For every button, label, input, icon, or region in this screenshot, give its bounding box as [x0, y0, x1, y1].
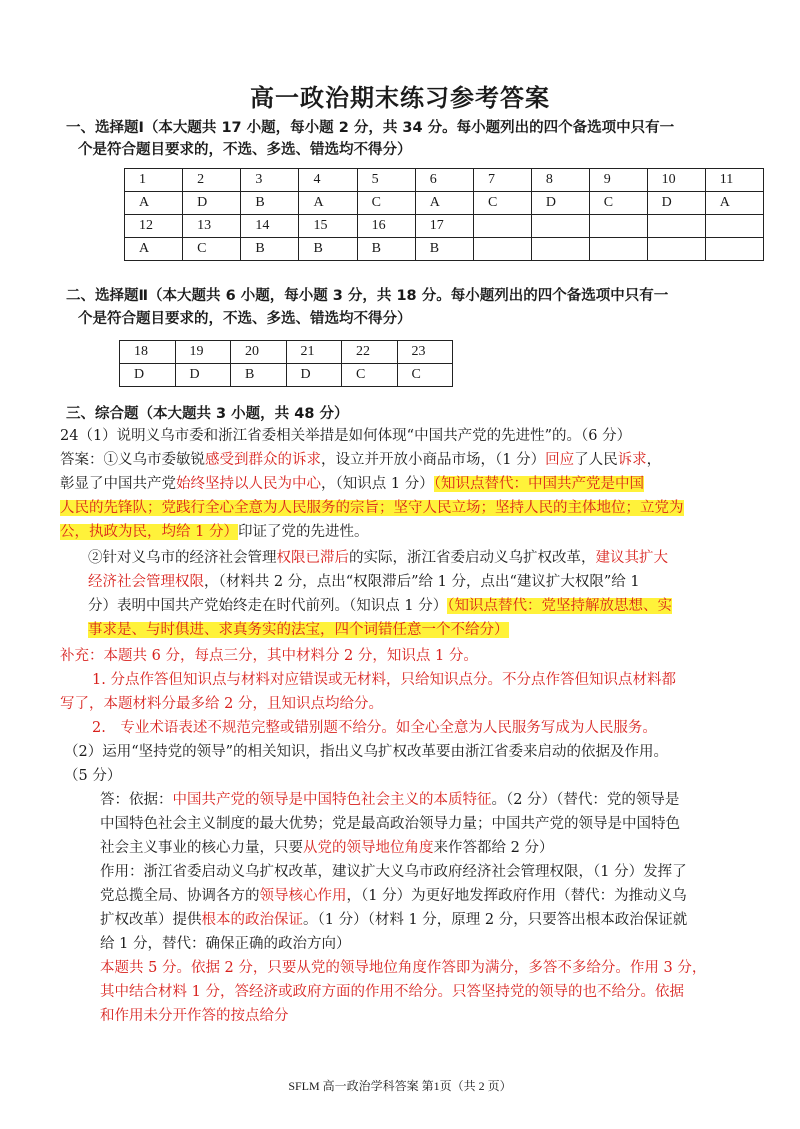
answer1-line8 [88, 620, 768, 640]
table-cell: C [473, 192, 531, 215]
answer1-line1 [60, 450, 740, 470]
table-cell [647, 215, 705, 238]
answer-keyword: 中国共产党的领导是中国特色社会主义的本质特征 [172, 792, 492, 808]
table-cell: 16 [357, 215, 415, 238]
table-cell: D [647, 192, 705, 215]
answer2-line1 [100, 790, 780, 810]
answer2-line4: 作用：浙江省委启动义乌扩权改革，建议扩大义乌市政府经济社会管理权限，（1 分）发挥了 [100, 864, 687, 880]
section1-heading-line2: 个是符合题目要求的，不选、多选、错选均不得分） [78, 142, 412, 158]
answer-text: 党总揽全局、协调各方的 [100, 888, 260, 904]
table-cell: D [183, 192, 241, 215]
page-title: 高一政治期末练习参考答案 [250, 84, 550, 112]
answer2-note-line3: 和作用未分开作答的按点给分 [100, 1008, 289, 1024]
table-cell: C [589, 192, 647, 215]
question-24-1: 24（1）说明义乌市委和浙江省委相关举措是如何体现“中国共产党的先进性”的。（6 分） [60, 428, 632, 444]
table-cell [705, 238, 763, 261]
table-row [120, 364, 453, 387]
answer-text: ，（知识点 1 分） [321, 476, 434, 492]
table-cell: C [357, 192, 415, 215]
answer-text: 社会主义事业的核心力量，只要 [100, 840, 303, 856]
table-cell [473, 238, 531, 261]
answer1-line7 [88, 596, 768, 616]
answer-text: 的实际，浙江省委启动义乌扩权改革， [349, 550, 596, 566]
answer-keyword: 根本的政治保证 [201, 912, 303, 928]
table-cell: 14 [241, 215, 299, 238]
table-cell: B [241, 238, 299, 261]
table-cell: A [705, 192, 763, 215]
highlighted-alternative: （知识点替代：党坚持解放思想、实 [447, 598, 672, 614]
question-24-2-line2: （5 分） [64, 768, 122, 784]
table-cell: 21 [286, 341, 342, 364]
highlighted-alternative: 人民的先锋队；党践行全心全意为人民服务的宗旨；坚守人民立场；坚持人民的主体地位；立党为 [60, 500, 684, 516]
table-cell: 20 [231, 341, 287, 364]
table-cell: 12 [125, 215, 183, 238]
answer2-line3 [100, 838, 780, 858]
table-cell: 6 [415, 169, 473, 192]
section3-heading: 三、综合题（本大题共 3 小题，共 48 分） [66, 406, 349, 422]
table-row [120, 341, 453, 364]
table-cell: D [286, 364, 342, 387]
answer2-line7: 给 1 分，替代：确保正确的政治方向） [100, 936, 351, 952]
answer1-line6 [88, 572, 768, 592]
question-24-2-line1: （2）运用“坚持党的领导”的相关知识，指出义乌扩权改革要由浙江省委来启动的依据及作用。 [64, 744, 669, 760]
table-cell: 2 [183, 169, 241, 192]
answer-keyword: 始终坚持以人民为中心 [176, 476, 321, 492]
answer-keyword: 诉求 [617, 452, 647, 468]
table-cell: C [397, 364, 453, 387]
answer-text: 印证了党的先进性。 [237, 524, 369, 540]
answer-text: 分）表明中国共产党始终走在时代前列。（知识点 1 分） [88, 598, 448, 614]
answer1-line3 [60, 498, 740, 518]
table-cell: 18 [120, 341, 176, 364]
answer-text: 答：依据： [100, 792, 173, 808]
table-cell: 17 [415, 215, 473, 238]
table-cell [647, 238, 705, 261]
supplement-line1: 补充：本题共 6 分，每点三分，其中材料分 2 分，知识点 1 分。 [60, 648, 478, 664]
page-footer: SFLM 高一政治学科答案 第1页（共 2 页） [288, 1079, 512, 1093]
answer-keyword: 回应 [545, 452, 575, 468]
table-cell [531, 215, 589, 238]
section1-heading-line1: 一、选择题Ⅰ（本大题共 17 小题，每小题 2 分，共 34 分。每小题列出的四个备选项中只有一 [66, 120, 675, 136]
answer2-note-line1: 本题共 5 分。依据 2 分，只要从党的领导地位角度作答即为满分，多答不多给分。作用 3 分， [100, 960, 707, 976]
table-cell: 3 [241, 169, 299, 192]
table-cell: B [241, 192, 299, 215]
answer-text: ，（1 分）为更好地发挥政府作用（替代：为推动义乌 [346, 888, 687, 904]
answer-text: 了人民 [574, 452, 618, 468]
table-cell: D [120, 364, 176, 387]
table-cell: D [531, 192, 589, 215]
table-row [125, 215, 764, 238]
table-cell: 5 [357, 169, 415, 192]
table-cell: 13 [183, 215, 241, 238]
table-cell [473, 215, 531, 238]
table-row [125, 238, 764, 261]
table-cell: 7 [473, 169, 531, 192]
table-cell: 15 [299, 215, 357, 238]
table-cell: 8 [531, 169, 589, 192]
answer-text: 扩权改革）提供 [100, 912, 202, 928]
highlighted-alternative: 事求是、与时俱进、求真务实的法宝，四个词错任意一个不给分） [88, 622, 509, 638]
table-cell: B [357, 238, 415, 261]
supplement-line3: 写了，本题材料分最多给 2 分，且知识点均给分。 [60, 696, 383, 712]
supplement-line4: 2. 专业术语表述不规范完整或错别题不给分。如全心全意为人民服务写成为人民服务。 [92, 720, 657, 736]
table-cell: 1 [125, 169, 183, 192]
table-cell: A [415, 192, 473, 215]
answer-text: ，设立并开放小商品市场，（1 分） [321, 452, 546, 468]
table-cell: C [183, 238, 241, 261]
answer-text: ②针对义乌市的经济社会管理 [88, 550, 277, 566]
answer-text: 彰显了中国共产党 [60, 476, 176, 492]
table-row [125, 192, 764, 215]
table-row [125, 169, 764, 192]
section1-answer-table [124, 168, 764, 261]
answer-keyword: 感受到群众的诉求 [205, 452, 321, 468]
table-cell: B [231, 364, 287, 387]
table-cell: A [299, 192, 357, 215]
answer-keyword: 经济社会管理权限 [88, 574, 204, 590]
section2-answer-table [119, 340, 453, 387]
answer1-line2 [60, 474, 740, 494]
answer-text: ， [646, 452, 662, 468]
section2-heading-line1: 二、选择题Ⅱ（本大题共 6 小题，每小题 3 分，共 18 分。每小题列出的四个备选项中只有一 [66, 288, 669, 304]
answer-text: 。（2 分）（替代：党的领导是 [491, 792, 680, 808]
answer2-line6 [100, 910, 780, 930]
answer2-note-line2: 其中结合材料 1 分，答经济或政府方面的作用不给分。只答坚持党的领导的也不给分。依据 [100, 984, 684, 1000]
supplement-line2: 1. 分点作答但知识点与材料对应错误或无材料，只给知识点分。不分点作答但知识点材料都 [92, 672, 676, 688]
answer2-line5 [100, 886, 780, 906]
answer-text: ，（材料共 2 分，点出“权限滞后”给 1 分，点出“建议扩大权限”给 1 [204, 574, 640, 590]
highlighted-alternative: 公，执政为民，均给 1 分） [60, 524, 238, 540]
table-cell: C [342, 364, 398, 387]
table-cell [589, 215, 647, 238]
answer-text: 来作答都给 2 分） [433, 840, 554, 856]
table-cell: 11 [705, 169, 763, 192]
answer-text: 答案：①义乌市委敏锐 [60, 452, 205, 468]
answer-keyword: 权限已滞后 [276, 550, 349, 566]
answer1-line5 [88, 548, 768, 568]
table-cell [705, 215, 763, 238]
table-cell: B [415, 238, 473, 261]
table-cell: 10 [647, 169, 705, 192]
answer-keyword: 领导核心作用 [259, 888, 347, 904]
answer-keyword: 建议其扩大 [595, 550, 668, 566]
table-cell: 4 [299, 169, 357, 192]
table-cell: D [175, 364, 231, 387]
answer-keyword: 从党的领导地位角度 [303, 840, 434, 856]
highlighted-alternative: （知识点替代：中国共产党是中国 [433, 476, 644, 492]
answer-text: 。（1 分）（材料 1 分，原理 2 分，只要答出根本政治保证就 [303, 912, 688, 928]
table-cell: 22 [342, 341, 398, 364]
answer1-line4 [60, 522, 740, 542]
table-cell: A [125, 238, 183, 261]
table-cell: A [125, 192, 183, 215]
table-cell: B [299, 238, 357, 261]
section2-heading-line2: 个是符合题目要求的，不选、多选、错选均不得分） [78, 311, 412, 327]
table-cell [589, 238, 647, 261]
table-cell: 9 [589, 169, 647, 192]
table-cell [531, 238, 589, 261]
table-cell: 19 [175, 341, 231, 364]
table-cell: 23 [397, 341, 453, 364]
answer2-line2: 中国特色社会主义制度的最大优势；党是最高政治领导力量；中国共产党的领导是中国特色 [100, 816, 680, 832]
